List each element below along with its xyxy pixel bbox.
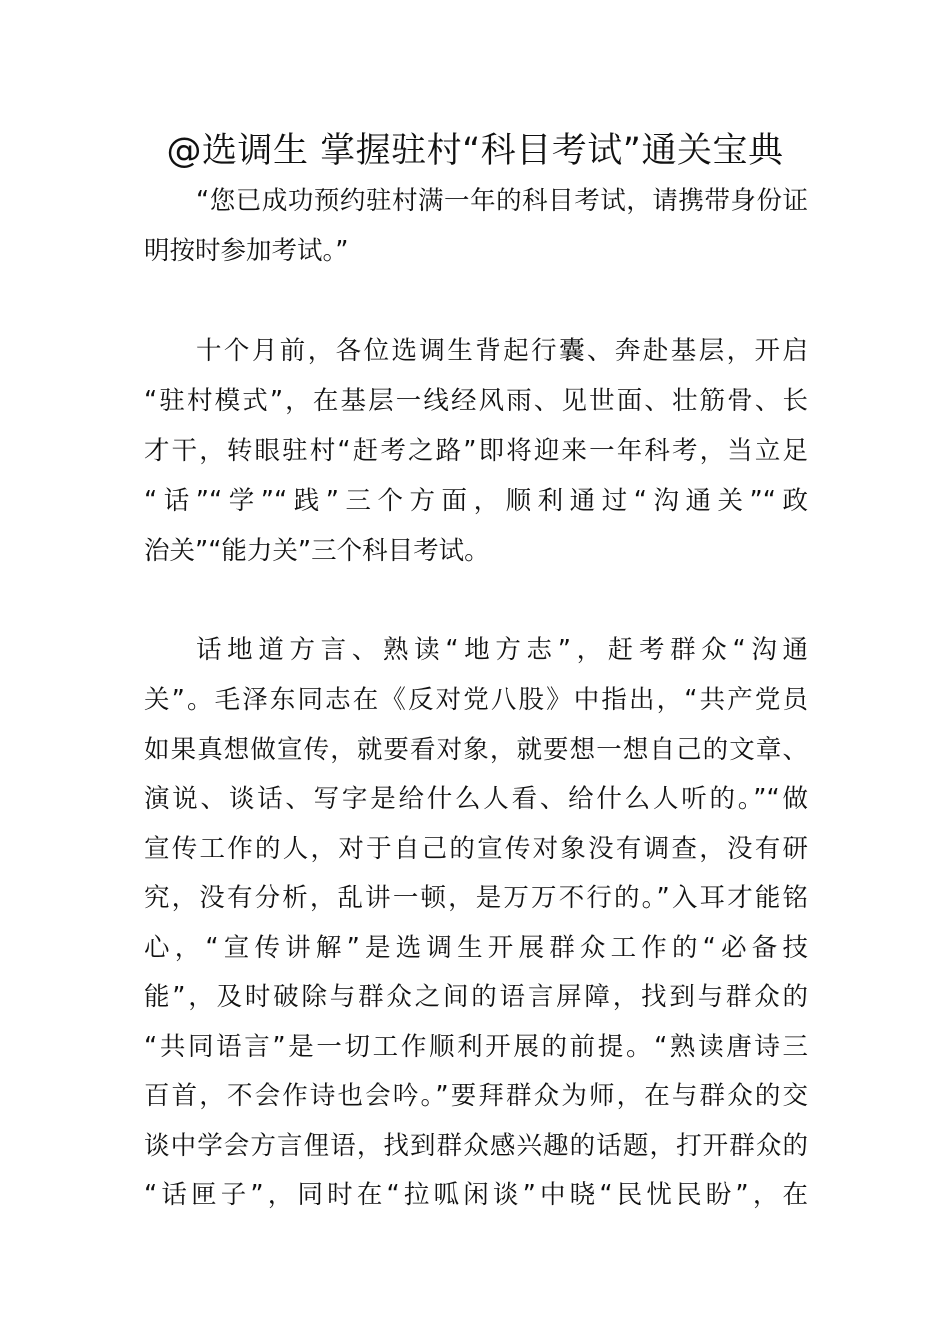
paragraph-3-line-5: 宣传工作的人，对于自己的宣传对象没有调查，没有研 xyxy=(144,834,808,864)
paragraph-2-line-1: 十个月前，各位选调生背起行囊、奔赴基层，开启 xyxy=(196,336,808,366)
paragraph-2-line-4: “话”“学”“践”三个方面，顺利通过“沟通关”“政 xyxy=(144,486,808,516)
paragraph-3-line-12: “话匣子”，同时在“拉呱闲谈”中晓“民忧民盼”，在 xyxy=(144,1180,808,1210)
paragraph-2-line-2: “驻村模式”，在基层一线经风雨、见世面、壮筋骨、长 xyxy=(144,386,808,416)
paragraph-3-line-7: 心，“宣传讲解”是选调生开展群众工作的“必备技 xyxy=(144,933,808,963)
paragraph-3-line-2: 关”。毛泽东同志在《反对党八股》中指出，“共产党员 xyxy=(144,685,808,715)
paragraph-3-line-4: 演说、谈话、写字是给什么人看、给什么人听的。”“做 xyxy=(144,784,808,814)
paragraph-1-line-2: 明按时参加考试。” xyxy=(144,236,349,266)
document-title: @选调生 掌握驻村“科目考试”通关宝典 xyxy=(166,131,784,171)
paragraph-3-line-11: 谈中学会方言俚语，找到群众感兴趣的话题，打开群众的 xyxy=(144,1131,808,1161)
paragraph-1-line-1: “您已成功预约驻村满一年的科目考试，请携带身份证 xyxy=(196,186,808,216)
paragraph-3-line-1: 话地道方言、熟读“地方志”，赶考群众“沟通 xyxy=(196,635,808,665)
paragraph-2-line-3: 才干，转眼驻村“赶考之路”即将迎来一年科考，当立足 xyxy=(144,436,808,466)
paragraph-2-line-5: 治关”“能力关”三个科目考试。 xyxy=(144,536,490,566)
paragraph-3-line-3: 如果真想做宣传，就要看对象，就要想一想自己的文章、 xyxy=(144,735,808,765)
paragraph-3-line-6: 究，没有分析，乱讲一顿，是万万不行的。”入耳才能铭 xyxy=(144,883,808,913)
paragraph-3-line-8: 能”，及时破除与群众之间的语言屏障，找到与群众的 xyxy=(144,982,808,1012)
paragraph-3-line-9: “共同语言”是一切工作顺利开展的前提。“熟读唐诗三 xyxy=(144,1032,808,1062)
paragraph-3-line-10: 百首，不会作诗也会吟。”要拜群众为师，在与群众的交 xyxy=(144,1081,808,1111)
